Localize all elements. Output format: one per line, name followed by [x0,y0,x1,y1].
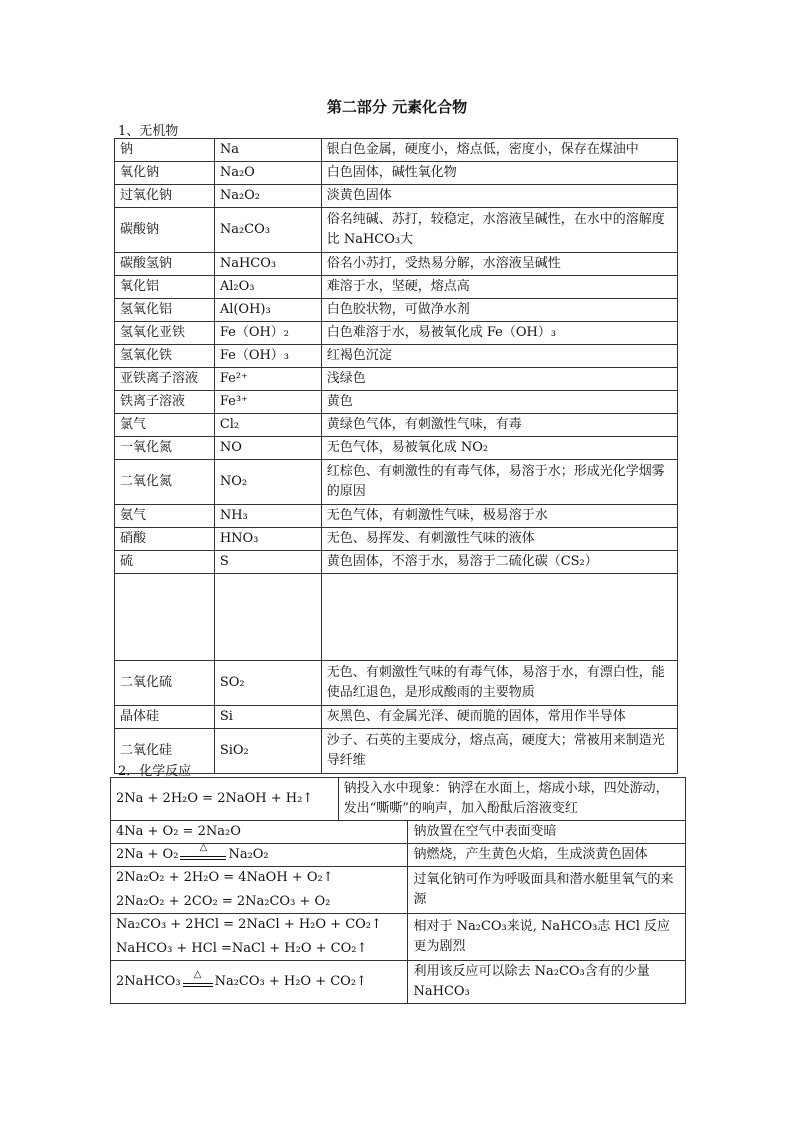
compound-name-cell: 氯气 [115,414,215,437]
equation-text: 2Na + 2H₂O = 2NaOH + H₂↑ [116,791,314,806]
heat-condition-sign [180,842,226,860]
table-row [115,253,678,276]
page-title: 第二部分 元素化合物 [326,98,468,116]
delta-icon: △ [199,842,208,853]
compound-formula-cell: Al₂O₃ [214,276,321,299]
compound-formula-cell: Fe（OH）₂ [214,322,321,345]
reaction-table-sodium-water [110,777,686,821]
reaction-description: 过氧化钠可作为呼吸面具和潜水艇里氧气的来源 [408,867,686,914]
reaction-description: 相对于 Na₂CO₃来说, NaHCO₃志 HCl 反应更为剧烈 [408,914,686,961]
reaction-equation [111,778,339,821]
reaction-description: 利用该反应可以除去 Na₂CO₃含有的少量 NaHCO₃ [408,961,686,1004]
compound-desc-cell: 淡黄色固体 [321,185,677,208]
table-row [115,185,678,208]
compound-formula-cell: Cl₂ [214,414,321,437]
compound-name-cell: 碳酸氢钠 [115,253,215,276]
double-line-sign [180,856,226,860]
reaction-description: 钠放置在空气中表面变暗 [408,821,686,844]
compound-formula-cell: Al(OH)₃ [214,299,321,322]
table-row [115,661,678,706]
equation-products: Na₂CO₃ + H₂O + CO₂↑ [214,974,367,989]
equation-text: 2Na₂O₂ + 2CO₂ = 2Na₂CO₃ + O₂ [116,894,331,909]
compound-name-cell: 氨气 [115,505,215,528]
compound-desc-cell: 黄色固体，不溶于水，易溶于二硫化碳（CS₂） [321,551,677,574]
compound-name-cell: 铁离子溶液 [115,391,215,414]
compound-formula-cell: NH₃ [214,505,321,528]
compound-name-cell: 氧化铝 [115,276,215,299]
compound-desc-cell: 无色、有刺激性气味的有毒气体，易溶于水，有漂白性，能使品红退色，是形成酸雨的主要物质 [321,661,677,706]
compound-formula-cell: Na [214,139,321,162]
equation-products: Na₂O₂ [228,847,269,862]
table-row [115,574,678,661]
equation-text [116,969,402,992]
reaction-equation [111,821,408,844]
table-row [111,914,686,961]
compound-name-cell: 二氧化硅 [115,729,215,774]
description-text: 钠投入水中现象：钠浮在水面上，熔成小球，四处游动，发出“嘶嘶”的响声，加入酚酞后溶液变红 [343,781,669,816]
compound-formula-cell: NO₂ [214,460,321,505]
equation-reactants: 2Na + O₂ [116,847,179,862]
compound-formula-cell: SO₂ [214,661,321,706]
compound-formula-cell: Na₂O₂ [214,185,321,208]
table-row [115,391,678,414]
table-row [115,437,678,460]
table-row [115,139,678,162]
table-row [115,322,678,345]
compound-formula-cell: Fe²⁺ [214,368,321,391]
compound-formula-cell: Na₂CO₃ [214,208,321,253]
equation-text [116,842,402,865]
compound-desc-cell: 白色难溶于水，易被氧化成 Fe（OH）₃ [321,322,677,345]
compound-desc-cell: 浅绿色 [321,368,677,391]
compound-name-cell: 一氧化氮 [115,437,215,460]
compound-desc-cell: 白色固体，碱性氧化物 [321,162,677,185]
compound-desc-cell: 灰黑色、有金属光泽、硬而脆的固体，常用作半导体 [321,706,677,729]
equation-text: 2Na₂O₂ + 2H₂O = 4NaOH + O₂↑ [116,870,334,885]
compound-desc-cell: 白色胶状物，可做净水剂 [321,299,677,322]
compound-desc-cell: 黄色 [321,391,677,414]
table-row [115,505,678,528]
equation-text: 4Na + O₂ = 2Na₂O [116,824,241,839]
inorganic-compounds-table [114,138,678,774]
table-row [111,867,686,914]
reaction-description: 钠燃烧，产生黄色火焰，生成淡黄色固体 [408,844,686,867]
compound-name-cell: 二氧化硫 [115,661,215,706]
compound-name-cell [115,574,215,661]
compound-desc-cell: 无色气体，有刺激性气味，极易溶于水 [321,505,677,528]
reactions-table [110,820,686,1004]
equation-text: Na₂CO₃ + 2HCl = 2NaCl + H₂O + CO₂↑ [116,917,382,932]
compound-formula-cell: SiO₂ [214,729,321,774]
table-row [111,821,686,844]
compound-desc-cell: 俗名小苏打，受热易分解，水溶液呈碱性 [321,253,677,276]
table-row [111,778,686,821]
section-heading-inorganic: 1、无机物 [118,124,179,139]
table-row [111,844,686,867]
table-row [115,414,678,437]
compound-name-cell: 二氧化氮 [115,460,215,505]
table-row [111,961,686,1004]
compound-desc-cell: 红褐色沉淀 [321,345,677,368]
table-row [115,528,678,551]
compound-desc-cell: 红棕色、有刺激性的有毒气体，易溶于水；形成光化学烟雾的原因 [321,460,677,505]
compound-name-cell: 硝酸 [115,528,215,551]
reaction-description [338,778,685,821]
compound-formula-cell: Na₂O [214,162,321,185]
compound-formula-cell [214,574,321,661]
compound-desc-cell: 无色气体，易被氧化成 NO₂ [321,437,677,460]
compound-desc-cell: 黄绿色气体，有刺激性气味，有毒 [321,414,677,437]
compound-formula-cell: Si [214,706,321,729]
compound-name-cell: 氢氧化铝 [115,299,215,322]
compound-formula-cell: S [214,551,321,574]
table-row [115,551,678,574]
reaction-equation [111,961,408,1004]
table-row [115,368,678,391]
compound-desc-cell: 银白色金属，硬度小，熔点低，密度小，保存在煤油中 [321,139,677,162]
reaction-equation [111,867,408,914]
table-row [115,208,678,253]
table-row [115,706,678,729]
compound-formula-cell: Fe³⁺ [214,391,321,414]
compound-formula-cell: HNO₃ [214,528,321,551]
compound-name-cell: 碳酸钠 [115,208,215,253]
heat-condition-sign [183,969,213,987]
table-row [115,276,678,299]
compound-name-cell: 氢氧化亚铁 [115,322,215,345]
compound-desc-cell: 沙子、石英的主要成分，熔点高，硬度大；常被用来制造光导纤维 [321,729,677,774]
delta-icon: △ [193,969,202,980]
equation-reactants: 2NaHCO₃ [116,974,181,989]
table-row [115,299,678,322]
compound-name-cell: 亚铁离子溶液 [115,368,215,391]
double-line-sign [183,983,213,987]
table-row [115,729,678,774]
table-row [115,162,678,185]
table-row [115,345,678,368]
compound-name-cell: 氧化钠 [115,162,215,185]
compound-desc-cell: 无色、易挥发、有刺激性气味的液体 [321,528,677,551]
compound-name-cell: 硫 [115,551,215,574]
compound-name-cell: 过氧化钠 [115,185,215,208]
reaction-equation [111,844,408,867]
compound-name-cell: 钠 [115,139,215,162]
equation-text: NaHCO₃ + HCl =NaCl + H₂O + CO₂↑ [116,941,368,956]
section-heading-reactions: 2．化学反应 [118,764,192,779]
compound-desc-cell: 难溶于水，坚硬，熔点高 [321,276,677,299]
compound-formula-cell: NO [214,437,321,460]
table-row [115,460,678,505]
compound-desc-cell: 俗名纯碱、苏打，较稳定，水溶液呈碱性，在水中的溶解度比 NaHCO₃大 [321,208,677,253]
reaction-equation [111,914,408,961]
compound-formula-cell: NaHCO₃ [214,253,321,276]
compound-formula-cell: Fe（OH）₃ [214,345,321,368]
compound-name-cell: 氢氧化铁 [115,345,215,368]
compound-name-cell: 晶体硅 [115,706,215,729]
compound-desc-cell [321,574,677,661]
